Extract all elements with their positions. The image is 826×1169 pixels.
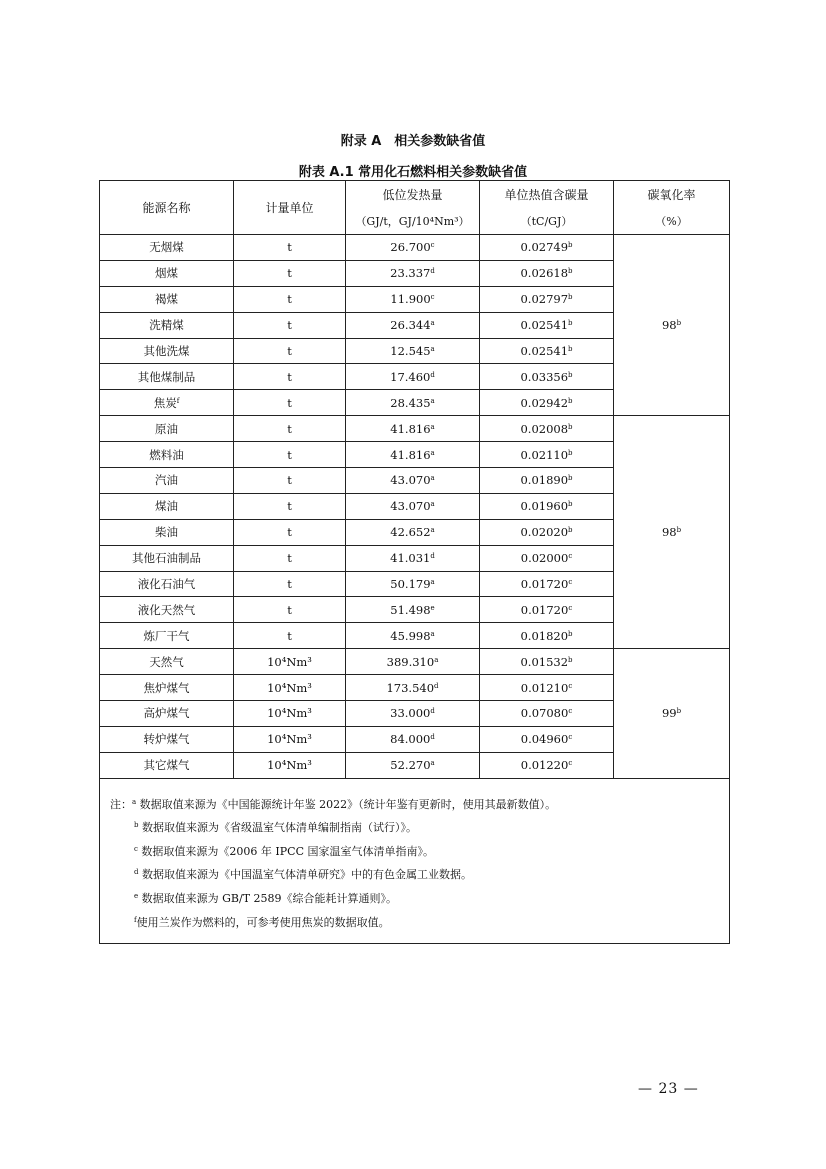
- ncv-footnote-mark: a: [430, 422, 435, 431]
- ncv-footnote-mark: d: [434, 681, 439, 690]
- ncv-footnote-mark: d: [430, 267, 435, 276]
- ncv-text: 84.000: [390, 732, 431, 747]
- carbon-content-footnote-mark: b: [568, 396, 573, 405]
- table-body: [100, 181, 730, 944]
- carbon-content-text: 0.01960: [520, 499, 569, 514]
- unit-text: t: [287, 577, 292, 592]
- energy-name-text: 其他石油制品: [132, 551, 201, 566]
- ncv-text: 26.700: [390, 240, 431, 255]
- footnote-line: [110, 887, 729, 911]
- carbon-content-text: 0.02000: [520, 551, 569, 566]
- cell-ncv: [346, 468, 480, 494]
- cell-oxidation-rate: [614, 416, 730, 649]
- ncv-footnote-mark: a: [430, 345, 435, 353]
- ncv-footnote-mark: a: [434, 655, 439, 664]
- cell-carbon-content: [480, 338, 614, 364]
- cell-unit: [234, 623, 346, 649]
- carbon-content-footnote-mark: b: [568, 422, 573, 431]
- carbon-content-footnote-mark: b: [568, 241, 573, 250]
- carbon-content-footnote-mark: b: [568, 370, 573, 379]
- cell-unit: [234, 390, 346, 416]
- header-ox-line1: 碳氧化率: [647, 188, 696, 202]
- header-ncv: [346, 181, 480, 235]
- unit-text: t: [287, 369, 292, 384]
- cell-energy-name: [100, 675, 234, 701]
- unit-text: t: [287, 602, 292, 617]
- cell-ncv: [346, 390, 480, 416]
- parameter-table-container: [99, 180, 729, 944]
- cell-unit: [234, 442, 346, 468]
- cell-carbon-content: [480, 623, 614, 649]
- cell-carbon-content: [480, 442, 614, 468]
- cell-carbon-content: [480, 364, 614, 390]
- cell-unit: [234, 286, 346, 312]
- carbon-content-text: 0.07080: [520, 706, 569, 721]
- ncv-text: 26.344: [390, 318, 431, 333]
- cell-ncv: [346, 338, 480, 364]
- carbon-content-footnote-mark: b: [568, 526, 573, 535]
- ncv-footnote-mark: d: [430, 707, 435, 716]
- cell-energy-name: [100, 597, 234, 623]
- unit-text: 10⁴Nm³: [267, 680, 312, 695]
- ncv-text: 45.998: [390, 628, 431, 643]
- ncv-text: 51.498: [390, 602, 431, 617]
- cell-unit: [234, 545, 346, 571]
- cell-ncv: [346, 312, 480, 338]
- cell-ncv: [346, 545, 480, 571]
- unit-text: t: [287, 266, 292, 281]
- page-number: — 23 —: [638, 1081, 699, 1097]
- cell-carbon-content: [480, 519, 614, 545]
- energy-name-text: 褐煤: [155, 292, 178, 307]
- ncv-text: 52.270: [390, 758, 431, 773]
- oxidation-rate-text: 99: [661, 706, 677, 721]
- cell-carbon-content: [480, 390, 614, 416]
- footnote-mark: f: [134, 915, 137, 924]
- cell-unit: [234, 571, 346, 597]
- cell-carbon-content: [480, 468, 614, 494]
- cell-carbon-content: [480, 493, 614, 519]
- cell-carbon-content: [480, 675, 614, 701]
- footnote-mark: b: [134, 821, 139, 830]
- energy-name-text: 液化石油气: [137, 577, 196, 592]
- energy-name-text: 其他洗煤: [143, 344, 190, 358]
- footnote-mark: c: [134, 844, 138, 853]
- unit-text: t: [287, 344, 292, 358]
- footnote-line: [110, 911, 729, 935]
- oxidation-rate-footnote-mark: b: [676, 526, 682, 535]
- header-oxidation: [614, 181, 730, 235]
- cell-ncv: [346, 623, 480, 649]
- carbon-content-text: 0.02541: [520, 344, 569, 358]
- energy-name-footnote-mark: f: [176, 396, 180, 405]
- cell-energy-name: [100, 493, 234, 519]
- carbon-content-text: 0.01890: [520, 473, 569, 488]
- cell-energy-name: [100, 545, 234, 571]
- cell-unit: [234, 597, 346, 623]
- cell-ncv: [346, 364, 480, 390]
- footnote-prefix: 注：: [110, 797, 132, 811]
- ncv-text: 41.031: [390, 551, 431, 566]
- cell-ncv: [346, 442, 480, 468]
- ncv-text: 43.070: [390, 473, 431, 488]
- cell-unit: [234, 675, 346, 701]
- ncv-footnote-mark: a: [430, 396, 435, 405]
- fuel-parameter-table: [99, 180, 730, 944]
- cell-unit: [234, 364, 346, 390]
- cell-energy-name: [100, 235, 234, 261]
- ncv-text: 43.070: [390, 499, 431, 514]
- ncv-text: 41.816: [390, 447, 431, 462]
- cell-oxidation-rate: [614, 235, 730, 416]
- carbon-content-text: 0.02020: [520, 525, 569, 540]
- cell-carbon-content: [480, 235, 614, 261]
- header-cc-line2: （tC/GJ）: [520, 215, 573, 228]
- energy-name-text: 炼厂干气: [143, 628, 190, 643]
- footnote-mark: d: [134, 868, 139, 877]
- footnote-mark: e: [134, 892, 139, 901]
- notes-row: [100, 778, 730, 943]
- carbon-content-footnote-mark: b: [568, 319, 573, 328]
- ncv-footnote-mark: a: [430, 319, 435, 328]
- footnote-line: [110, 863, 729, 887]
- oxidation-rate-text: 98: [661, 318, 677, 333]
- cell-carbon-content: [480, 701, 614, 727]
- ncv-footnote-mark: a: [430, 526, 435, 535]
- footnote-text: 数据取值来源为《中国温室气体清单研究》中的有色金属工业数据。: [138, 868, 472, 882]
- energy-name-text: 高炉煤气: [143, 706, 190, 721]
- cell-carbon-content: [480, 597, 614, 623]
- energy-name-text: 焦炭: [153, 395, 177, 410]
- energy-name-text: 其它煤气: [143, 758, 190, 773]
- cell-carbon-content: [480, 571, 614, 597]
- ncv-footnote-mark: a: [430, 578, 435, 587]
- energy-name-text: 转炉煤气: [143, 732, 190, 747]
- energy-name-text: 洗精煤: [149, 318, 184, 333]
- cell-ncv: [346, 752, 480, 778]
- cell-energy-name: [100, 312, 234, 338]
- cell-unit: [234, 493, 346, 519]
- ncv-footnote-mark: d: [430, 733, 435, 742]
- carbon-content-text: 0.03356: [520, 369, 569, 384]
- footnote-text: 数据取值来源为《省级温室气体清单编制指南（试行）》。: [138, 821, 417, 835]
- oxidation-rate-footnote-mark: b: [676, 707, 682, 716]
- cell-energy-name: [100, 416, 234, 442]
- carbon-content-text: 0.02541: [520, 318, 569, 333]
- header-unit: [234, 181, 346, 235]
- carbon-content-footnote-mark: c: [568, 603, 573, 612]
- table-row: [100, 235, 730, 261]
- cell-unit: [234, 468, 346, 494]
- carbon-content-footnote-mark: b: [568, 474, 573, 483]
- cell-carbon-content: [480, 260, 614, 286]
- table-row: [100, 416, 730, 442]
- footnote-text: 数据取值来源为《2006 年 IPCC 国家温室气体清单指南》。: [137, 844, 434, 858]
- cell-ncv: [346, 571, 480, 597]
- cell-ncv: [346, 597, 480, 623]
- unit-text: t: [287, 628, 292, 643]
- carbon-content-footnote-mark: c: [568, 759, 573, 768]
- cell-unit: [234, 701, 346, 727]
- ncv-footnote-mark: e: [430, 603, 435, 612]
- ncv-footnote-mark: c: [430, 241, 435, 250]
- carbon-content-text: 0.04960: [520, 732, 569, 747]
- cell-energy-name: [100, 649, 234, 675]
- energy-name-text: 煤油: [155, 499, 178, 514]
- oxidation-rate-text: 98: [661, 525, 677, 540]
- unit-text: 10⁴Nm³: [267, 706, 312, 721]
- unit-text: t: [287, 292, 292, 307]
- header-ncv-line2: （GJ/t，GJ/10⁴Nm³）: [355, 215, 470, 228]
- carbon-content-footnote-mark: c: [568, 578, 573, 587]
- ncv-text: 50.179: [390, 577, 431, 592]
- carbon-content-footnote-mark: c: [568, 552, 573, 561]
- energy-name-text: 天然气: [149, 654, 184, 669]
- header-name-text: 能源名称: [142, 201, 191, 215]
- ncv-text: 42.652: [390, 525, 431, 540]
- energy-name-text: 燃料油: [149, 447, 184, 462]
- ncv-footnote-mark: a: [430, 629, 435, 638]
- footnote-line: [110, 816, 729, 840]
- energy-name-text: 烟煤: [155, 266, 178, 281]
- cell-ncv: [346, 649, 480, 675]
- unit-text: t: [287, 551, 292, 566]
- cell-oxidation-rate: [614, 649, 730, 778]
- carbon-content-text: 0.01720: [520, 602, 569, 617]
- unit-text: t: [287, 395, 292, 410]
- cell-energy-name: [100, 468, 234, 494]
- unit-text: t: [287, 499, 292, 514]
- footnote-mark: a: [132, 797, 137, 806]
- cell-energy-name: [100, 390, 234, 416]
- unit-text: 10⁴Nm³: [267, 732, 312, 747]
- ncv-text: 41.816: [390, 421, 431, 436]
- header-name: [100, 181, 234, 235]
- energy-name-text: 其他煤制品: [137, 369, 196, 384]
- cell-energy-name: [100, 701, 234, 727]
- carbon-content-text: 0.02749: [520, 240, 569, 255]
- appendix-title: 附录 A 相关参数缺省值: [340, 134, 486, 149]
- cell-energy-name: [100, 726, 234, 752]
- ncv-footnote-mark: a: [430, 759, 435, 768]
- energy-name-text: 柴油: [155, 525, 178, 540]
- carbon-content-text: 0.02618: [520, 266, 569, 281]
- header-ncv-line1: 低位发热量: [382, 188, 443, 202]
- cell-unit: [234, 416, 346, 442]
- cell-energy-name: [100, 442, 234, 468]
- unit-text: t: [287, 421, 292, 436]
- ncv-text: 23.337: [390, 266, 431, 281]
- carbon-content-text: 0.01820: [520, 628, 569, 643]
- notes-cell: [100, 778, 730, 943]
- carbon-content-footnote-mark: c: [568, 707, 573, 716]
- table-row: [100, 649, 730, 675]
- header-ox-line2: （%）: [655, 215, 688, 228]
- cell-energy-name: [100, 260, 234, 286]
- header-unit-text: 计量单位: [265, 201, 314, 215]
- unit-text: t: [287, 318, 292, 333]
- oxidation-rate-footnote-mark: b: [676, 319, 682, 328]
- carbon-content-footnote-mark: b: [568, 448, 573, 457]
- cell-ncv: [346, 675, 480, 701]
- cell-unit: [234, 235, 346, 261]
- header-row: [100, 181, 730, 235]
- cell-ncv: [346, 416, 480, 442]
- carbon-content-text: 0.02797: [520, 292, 569, 307]
- ncv-footnote-mark: a: [430, 448, 435, 457]
- carbon-content-footnote-mark: b: [568, 500, 573, 509]
- unit-text: t: [287, 240, 292, 255]
- cell-energy-name: [100, 752, 234, 778]
- unit-text: 10⁴Nm³: [267, 654, 312, 669]
- cell-unit: [234, 726, 346, 752]
- footnote-text: 数据取值来源为《中国能源统计年鉴 2022》（统计年鉴有更新时，使用其最新数值）。: [136, 797, 557, 811]
- cell-unit: [234, 260, 346, 286]
- ncv-footnote-mark: a: [430, 474, 435, 483]
- energy-name-text: 液化天然气: [137, 602, 196, 617]
- cell-ncv: [346, 701, 480, 727]
- carbon-content-footnote-mark: b: [568, 293, 573, 302]
- carbon-content-text: 0.02008: [520, 421, 569, 436]
- unit-text: t: [287, 525, 292, 540]
- cell-ncv: [346, 493, 480, 519]
- cell-ncv: [346, 260, 480, 286]
- cell-carbon-content: [480, 312, 614, 338]
- cell-ncv: [346, 519, 480, 545]
- cell-energy-name: [100, 338, 234, 364]
- cell-carbon-content: [480, 545, 614, 571]
- ncv-text: 28.435: [390, 395, 431, 410]
- cell-carbon-content: [480, 416, 614, 442]
- ncv-footnote-mark: a: [430, 500, 435, 509]
- carbon-content-footnote-mark: b: [568, 629, 573, 638]
- ncv-text: 11.900: [390, 292, 431, 307]
- carbon-content-footnote-mark: b: [568, 345, 573, 353]
- ncv-footnote-mark: d: [430, 370, 435, 379]
- carbon-content-text: 0.01532: [520, 654, 569, 669]
- table-title: 附表 A.1 常用化石燃料相关参数缺省值: [298, 165, 528, 180]
- carbon-content-text: 0.01720: [520, 577, 569, 592]
- carbon-content-text: 0.01210: [520, 680, 569, 695]
- cell-ncv: [346, 286, 480, 312]
- cell-carbon-content: [480, 286, 614, 312]
- carbon-content-text: 0.02942: [520, 395, 569, 410]
- header-cc-line1: 单位热值含碳量: [504, 188, 589, 202]
- energy-name-text: 汽油: [155, 473, 178, 488]
- ncv-text: 12.545: [390, 344, 431, 358]
- unit-text: t: [287, 447, 292, 462]
- cell-energy-name: [100, 571, 234, 597]
- energy-name-text: 原油: [155, 421, 178, 436]
- ncv-text: 389.310: [386, 654, 435, 669]
- cell-unit: [234, 649, 346, 675]
- unit-text: t: [287, 473, 292, 488]
- cell-unit: [234, 752, 346, 778]
- ncv-text: 33.000: [390, 706, 431, 721]
- ncv-footnote-mark: d: [430, 552, 435, 561]
- ncv-text: 17.460: [390, 369, 431, 384]
- cell-unit: [234, 338, 346, 364]
- cell-energy-name: [100, 519, 234, 545]
- cell-carbon-content: [480, 649, 614, 675]
- carbon-content-text: 0.02110: [520, 447, 569, 462]
- carbon-content-footnote-mark: c: [568, 681, 573, 690]
- energy-name-text: 无烟煤: [149, 240, 184, 255]
- footnote-line: [110, 793, 729, 817]
- cell-ncv: [346, 726, 480, 752]
- carbon-content-text: 0.01220: [520, 758, 569, 773]
- cell-ncv: [346, 235, 480, 261]
- header-carbon-content: [480, 181, 614, 235]
- carbon-content-footnote-mark: b: [568, 655, 573, 664]
- footnote-line: [110, 840, 729, 864]
- footnote-text: 使用兰炭作为燃料的，可参考使用焦炭的数据取值。: [136, 915, 390, 929]
- cell-energy-name: [100, 286, 234, 312]
- carbon-content-footnote-mark: c: [568, 733, 573, 742]
- carbon-content-footnote-mark: b: [568, 267, 573, 276]
- ncv-text: 173.540: [386, 680, 435, 695]
- ncv-footnote-mark: c: [430, 293, 435, 302]
- footnote-text: 数据取值来源为 GB/T 2589《综合能耗计算通则》。: [138, 892, 398, 906]
- energy-name-text: 焦炉煤气: [143, 680, 190, 695]
- unit-text: 10⁴Nm³: [267, 758, 312, 773]
- cell-unit: [234, 312, 346, 338]
- cell-energy-name: [100, 364, 234, 390]
- cell-carbon-content: [480, 752, 614, 778]
- cell-carbon-content: [480, 726, 614, 752]
- cell-unit: [234, 519, 346, 545]
- cell-energy-name: [100, 623, 234, 649]
